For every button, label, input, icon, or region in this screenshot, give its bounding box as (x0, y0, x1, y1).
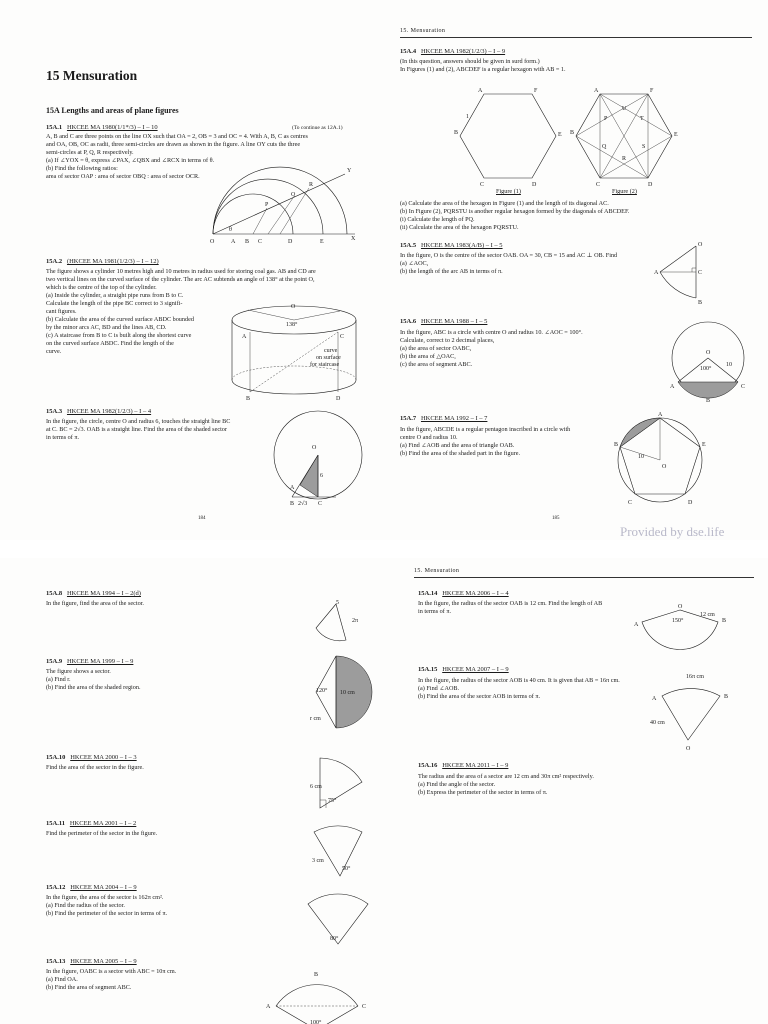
svg-text:100°: 100° (700, 366, 712, 372)
question-body: In the figure, ABCDE is a regular pentagon inscribed in a circle with centre O and radius 10. (a) Find ∠AOB and the area of triangle OAB. (b) Find the area of the shaded part in the figure. (400, 426, 571, 457)
svg-text:D: D (688, 500, 693, 506)
svg-text:B: B (454, 130, 459, 136)
svg-text:10: 10 (726, 362, 732, 368)
figure-sector-q10 (306, 748, 366, 818)
svg-text:A: A (231, 239, 236, 245)
question-number: 15A.14 (418, 590, 438, 597)
svg-text:O: O (678, 604, 683, 610)
svg-text:138°: 138° (286, 322, 298, 328)
svg-text:100°: 100° (310, 1020, 322, 1024)
svg-text:E: E (702, 442, 706, 448)
question-header (400, 318, 487, 325)
question-body: In the figure, the radius of the sector OAB is 12 cm. Find the length of AB in terms of π. (418, 600, 603, 615)
svg-text:D: D (648, 182, 653, 188)
question-body: The figure shows a sector. (a) Find r. (b) Find the area of the shaded region. (46, 668, 141, 691)
running-head: 15. Mensuration (400, 28, 446, 34)
svg-text:C: C (628, 500, 633, 506)
svg-text:10 cm: 10 cm (340, 690, 355, 696)
svg-text:C: C (340, 334, 345, 340)
question-source: HKCEE MA 1992 – I – 7 (420, 415, 488, 422)
svg-text:B: B (314, 972, 319, 978)
svg-text:B: B (570, 130, 575, 136)
svg-text:U: U (622, 106, 627, 112)
question-body: In the figure, O is the centre of the sector OAB. OA = 30, CB = 15 and AC ⊥ OB. Find (a) ∠AOC, (b) the length of the arc AB in terms of π. (400, 252, 618, 275)
page-185 (384, 0, 768, 540)
svg-text:D: D (532, 182, 537, 188)
question-number: 15A.6 (400, 318, 417, 325)
running-rule (400, 37, 752, 38)
page-bottom-left (0, 558, 384, 1024)
question-source: HKCEE MA 2000 – I – 3 (70, 754, 137, 761)
svg-text:D: D (288, 239, 293, 245)
svg-text:P: P (265, 202, 269, 208)
question-header (46, 754, 137, 761)
svg-text:E: E (320, 239, 324, 245)
page-184 (0, 0, 384, 540)
svg-text:Y: Y (347, 168, 352, 174)
figure-sector-q9 (306, 650, 366, 740)
svg-text:16π cm: 16π cm (686, 674, 704, 680)
svg-text:Q: Q (291, 192, 296, 198)
question-note: (To continue as 12A.1) (292, 125, 343, 131)
question-source: HKCEE MA 1983(A/B) – I – 5 (420, 242, 503, 249)
page-number: 185 (552, 516, 560, 521)
question-source: HKCEE MA 2006 – I – 4 (442, 590, 509, 597)
question-number: 15A.7 (400, 415, 417, 422)
question-header (400, 242, 503, 249)
question-number: 15A.16 (418, 762, 438, 769)
question-number: 15A.11 (46, 820, 65, 827)
svg-text:A: A (652, 696, 657, 702)
figure-pentagon (614, 410, 714, 510)
svg-text:A: A (658, 412, 663, 418)
svg-text:O: O (210, 239, 215, 245)
svg-text:C: C (698, 270, 703, 276)
question-body: Find the perimeter of the sector in the figure. (46, 830, 158, 837)
section-title: 15A Lengths and areas of plane figures (46, 106, 179, 115)
question-body: The figure shows a cylinder 10 metres high and 10 metres in radius used for storing coal gas. AB and CD are two vertical lines on the curved surface of the cylinder. The arc AC subtends an angle of 138° at the point O, which is the centre of the top of the cylinder. (a) Inside the cylinder, a straight pipe runs from B to C. Calculate the length of the pipe BC correct to 3 signifi- cant figures. (b) Calculate the area of the curved surface ABDC bounded by the minor arcs AC, BD and the lines AB, CD. (c) A staircase from B to C is built along the shortest curve on the curved surface ABDC. Find the length of the curve. (46, 268, 316, 355)
svg-text:P: P (604, 116, 608, 122)
svg-text:θ: θ (229, 227, 232, 233)
figure-circle-tangent (272, 405, 372, 510)
question-number: 15A.12 (46, 884, 66, 891)
svg-text:A: A (290, 485, 295, 491)
figure-sector-oab (654, 238, 724, 308)
svg-text:O: O (686, 746, 691, 752)
question-body: In the figure, the circle, centre O and radius 6, touches the straight line BC at C. BC = 2√3. OAB is a straight line. Find the area of the shaded sector in terms of π. (46, 418, 231, 441)
question-body: The radius and the area of a sector are 12 cm and 30π cm² respectively. (a) Find the angle of the sector. (b) Express the perimeter of the sector in terms of π. (418, 773, 594, 796)
question-header (418, 666, 509, 673)
question-number: 15A.13 (46, 958, 66, 965)
question-source: HKCEE MA 1982(1/2/3) – I – 9 (420, 48, 506, 55)
question-body: Find the area of the sector in the figure. (46, 764, 144, 771)
question-body: (In this question, answers should be given in surd form.) In Figures (1) and (2), ABCDEF is a regular hexagon with AB = 1. (400, 58, 566, 73)
svg-text:A: A (670, 384, 675, 390)
svg-text:A: A (478, 88, 483, 94)
question-body: In the figure, the area of the sector is 162π cm². (a) Find the radius of the sector. (b) Find the perimeter of the sector in terms of π. (46, 894, 168, 917)
running-head: 15. Mensuration (414, 568, 460, 574)
question-header (418, 762, 508, 769)
figure-sector-q15 (650, 674, 740, 754)
question-header (46, 658, 133, 665)
question-source: HKCEE MA 1999 – I – 9 (66, 658, 134, 665)
svg-text:6 cm: 6 cm (310, 784, 322, 790)
svg-text:C: C (596, 182, 601, 188)
question-header (46, 124, 158, 131)
svg-text:A: A (594, 88, 599, 94)
svg-text:1: 1 (466, 114, 469, 120)
page-bottom-right (384, 558, 768, 1024)
svg-text:B: B (724, 694, 729, 700)
figure-caption: Figure (1) (496, 188, 521, 195)
svg-text:C: C (741, 384, 746, 390)
svg-text:C: C (318, 501, 323, 507)
svg-text:B: B (245, 239, 250, 245)
svg-text:Q: Q (602, 144, 607, 150)
question-header (418, 590, 509, 597)
svg-text:B: B (706, 398, 711, 404)
figure-caption: Figure (2) (612, 188, 637, 195)
question-source: (HKCEE MA 1981(1/2/3) – I – 12) (66, 258, 159, 265)
svg-text:R: R (622, 156, 627, 162)
question-body: A, B and C are three points on the line OX such that OA = 2, OB = 3 and OC = 4. With A, B, C as centres and OA, OB, OC as radii, three semi-circles are drawn as shown in the figure. A line OY cuts the three semi-circles at P, Q, R respectively. (a) If ∠YOX = θ, express ∠PAX, ∠QBX and ∠RCX in terms of θ. (b) Find the following ratios: area of sector OAP : area of sector OBQ : area of sector OCR. (46, 133, 308, 180)
question-source: HKCEE MA 2001 – I – 2 (69, 820, 137, 827)
question-number: 15A.9 (46, 658, 63, 665)
question-number: 15A.3 (46, 408, 63, 415)
svg-text:150°: 150° (672, 618, 684, 624)
question-body: In the figure, OABC is a sector with ABC = 10π cm. (a) Find OA. (b) Find the area of segment ABC. (46, 968, 177, 991)
question-body: In the figure, the radius of the sector AOB is 40 cm. It is given that AB = 16π cm. (a) Find ∠AOB. (b) Find the area of the sector AOB in terms of π. (418, 677, 620, 700)
svg-text:75°: 75° (328, 798, 337, 804)
question-number: 15A.15 (418, 666, 438, 673)
question-source: HKCEE MA 2011 – I – 9 (442, 762, 509, 769)
svg-text:C: C (362, 1004, 367, 1010)
question-header (46, 408, 151, 415)
figure-cylinder (228, 298, 368, 402)
svg-text:C: C (480, 182, 485, 188)
figure-sector-q11 (306, 812, 366, 882)
figure-sector-q12 (300, 880, 380, 950)
svg-text:80°: 80° (330, 936, 339, 942)
svg-text:R: R (309, 182, 314, 188)
question-header (46, 590, 141, 597)
page-number: 184 (198, 516, 206, 521)
svg-text:B: B (246, 396, 251, 402)
figure-sector-q13 (262, 970, 372, 1024)
svg-text:on surface: on surface (316, 355, 341, 361)
svg-text:B: B (614, 442, 619, 448)
svg-text:120°: 120° (316, 688, 328, 694)
watermark: Provided by dse.life (620, 524, 725, 539)
svg-text:40 cm: 40 cm (650, 720, 665, 726)
svg-text:S: S (642, 144, 646, 150)
svg-text:3 cm: 3 cm (312, 858, 324, 864)
question-header (400, 48, 505, 55)
svg-text:curve: curve (324, 348, 338, 354)
svg-text:50°: 50° (342, 866, 351, 872)
svg-text:r cm: r cm (310, 716, 321, 722)
question-source: HKCEE MA 1982(1/2/3) – I – 4 (66, 408, 152, 415)
svg-text:E: E (674, 132, 678, 138)
svg-text:X: X (351, 236, 356, 242)
question-source: HKCEE MA 1988 – I – 5 (420, 318, 488, 325)
svg-text:F: F (650, 88, 654, 94)
svg-text:T: T (640, 116, 644, 122)
figure-circle-segment (668, 318, 748, 404)
svg-text:O: O (706, 350, 711, 356)
question-source: HKCEE MA 1980(1/1*/3) – I – 10 (66, 124, 158, 131)
svg-text:for staircase: for staircase (310, 362, 340, 368)
question-source: HKCEE MA 2005 – I – 9 (70, 958, 137, 965)
question-body: In the figure, find the area of the sector. (46, 600, 144, 607)
svg-text:A: A (634, 622, 639, 628)
svg-text:O: O (698, 242, 703, 248)
figure-hexagon-1 (454, 86, 564, 186)
svg-text:6: 6 (320, 473, 323, 479)
question-parts: (a) Calculate the area of the hexagon in Figure (1) and the length of its diagonal AC. (b) In Figure (2), PQRSTU is another regular hexagon formed by the diagonals of ABCDEF. (i) Calculate the length of PQ. (ii) Calculate the area of the hexagon PQRSTU. (400, 200, 630, 231)
svg-text:C: C (258, 239, 263, 245)
question-source: HKCEE MA 1994 – I – 2(d) (66, 590, 141, 597)
svg-text:E: E (558, 132, 562, 138)
svg-text:O: O (312, 445, 317, 451)
question-source: HKCEE MA 2004 – I – 9 (70, 884, 137, 891)
figure-semicircles (205, 162, 365, 245)
question-number: 15A.1 (46, 124, 63, 131)
figure-sector-q8 (306, 598, 366, 658)
svg-text:5: 5 (336, 600, 339, 606)
svg-text:F: F (534, 88, 538, 94)
question-body: In the figure, ABC is a circle with centre O and radius 10. ∠AOC = 100°. Calculate, correct to 2 decimal places, (a) the area of sector OABC, (b) the area of △OAC, (c) the area of segment ABC. (400, 329, 583, 368)
question-number: 15A.5 (400, 242, 417, 249)
running-rule (414, 577, 754, 578)
svg-text:B: B (698, 300, 703, 306)
question-header (46, 958, 137, 965)
svg-text:B: B (722, 618, 727, 624)
question-source: HKCEE MA 2007 – I – 9 (442, 666, 509, 673)
chapter-title: 15 Mensuration (46, 68, 138, 83)
svg-text:12 cm: 12 cm (700, 612, 715, 618)
question-number: 15A.10 (46, 754, 66, 761)
figure-sector-q14 (634, 604, 730, 664)
svg-text:D: D (336, 396, 341, 402)
svg-text:10: 10 (638, 454, 644, 460)
question-header (400, 415, 487, 422)
svg-text:B: B (290, 501, 295, 507)
svg-text:A: A (242, 334, 247, 340)
question-header (46, 820, 136, 827)
svg-text:A: A (266, 1004, 271, 1010)
svg-text:2√3: 2√3 (298, 501, 308, 507)
question-header (46, 258, 159, 265)
svg-text:2π: 2π (352, 618, 359, 624)
svg-text:A: A (654, 270, 659, 276)
question-number: 15A.4 (400, 48, 417, 55)
question-number: 15A.2 (46, 258, 63, 265)
svg-text:O: O (662, 464, 667, 470)
question-number: 15A.8 (46, 590, 63, 597)
question-header (46, 884, 137, 891)
svg-text:O: O (291, 304, 296, 310)
figure-hexagon-2 (570, 86, 680, 186)
